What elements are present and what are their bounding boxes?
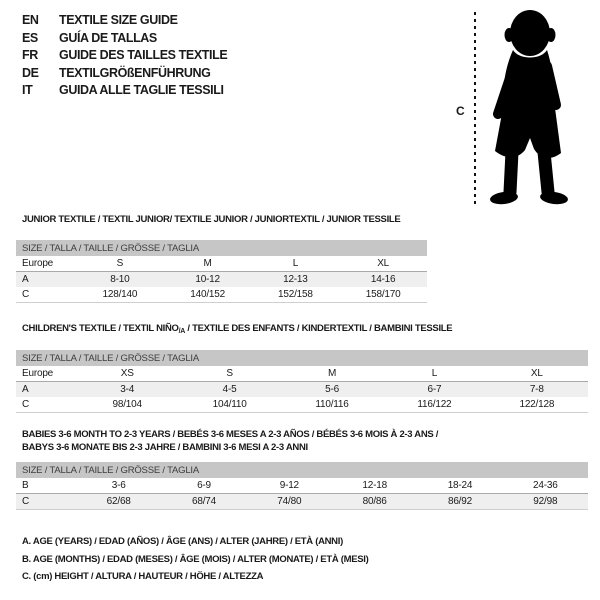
size-header-bar bbox=[16, 462, 588, 478]
size-header-label: SIZE / TALLA / TAILLE / GRÖSSE / TAGLIA bbox=[22, 352, 199, 364]
table-cell: 3-4 bbox=[120, 384, 135, 395]
table-row-height bbox=[16, 494, 588, 510]
language-row-en bbox=[22, 12, 227, 30]
title-line-1: BABIES 3-6 MONTH TO 2-3 YEARS / BEBÉS 3-6 MESES A 2-3 AÑOS / BÉBÉS 3-6 MOIS À 2-3 ANS / bbox=[22, 429, 439, 440]
table-cell: 122/128 bbox=[519, 399, 555, 410]
height-measure-dotted-line bbox=[474, 12, 476, 206]
children-textile-table bbox=[16, 322, 588, 413]
table-cell: 98/104 bbox=[112, 399, 142, 410]
table-cell: 4-5 bbox=[222, 384, 237, 395]
language-row-fr bbox=[22, 47, 227, 65]
table-cell: 6-9 bbox=[197, 480, 211, 491]
table-cell: 158/170 bbox=[365, 289, 401, 300]
language-label: GUIDA ALLE TAGLIE TESSILI bbox=[59, 83, 224, 97]
measurement-notes bbox=[22, 533, 368, 586]
note-height-cm: C. (cm) HEIGHT / ALTURA / HAUTEUR / HÖHE / ALTEZZA bbox=[22, 571, 264, 582]
table-cell: M bbox=[327, 368, 337, 379]
title-text: CHILDREN'S TEXTILE / TEXTIL NIÑO bbox=[22, 323, 179, 334]
table-cell: 8-10 bbox=[110, 274, 130, 285]
table-cell: 62/68 bbox=[106, 496, 131, 507]
table-cell: 104/110 bbox=[212, 399, 247, 410]
junior-textile-table bbox=[16, 213, 427, 303]
table-cell: 9-12 bbox=[279, 480, 299, 491]
table-row-age bbox=[16, 272, 427, 287]
title-text: / TEXTILE DES ENFANTS / KINDERTEXTIL / BAMBINI TESSILE bbox=[185, 323, 453, 334]
title-line-2: BABYS 3-6 MONATE BIS 2-3 JAHRE / BAMBINI 3-6 MESI A 2-3 ANNI bbox=[22, 442, 308, 453]
babies-table-title bbox=[16, 428, 588, 454]
height-measure-label: C bbox=[456, 104, 465, 118]
table-cell: 10-12 bbox=[195, 274, 220, 285]
size-header-bar bbox=[16, 350, 588, 366]
table-row-height bbox=[16, 287, 427, 303]
language-label: GUÍA DE TALLAS bbox=[59, 30, 157, 45]
row-label: B bbox=[22, 480, 29, 491]
language-row-it bbox=[22, 82, 227, 100]
note-age-years: A. AGE (YEARS) / EDAD (AÑOS) / ÂGE (ANS) / ALTER (JAHRE) / ETÀ (ANNI) bbox=[22, 536, 343, 547]
table-cell: L bbox=[431, 368, 438, 379]
title-subscript: /A bbox=[178, 328, 186, 335]
language-code: FR bbox=[22, 48, 38, 62]
table-row-age-months bbox=[16, 478, 588, 494]
row-label: C bbox=[22, 289, 30, 300]
row-label: C bbox=[22, 496, 30, 507]
table-row-europe bbox=[16, 366, 588, 382]
table-cell: L bbox=[292, 258, 299, 269]
table-cell: S bbox=[116, 258, 124, 269]
language-list bbox=[22, 12, 227, 100]
table-cell: S bbox=[226, 368, 233, 379]
table-cell: 152/158 bbox=[278, 289, 313, 300]
row-label: Europe bbox=[22, 258, 54, 269]
language-label: TEXTILGRÖßENFÜHRUNG bbox=[59, 65, 211, 80]
note-age-months: B. AGE (MONTHS) / EDAD (MESES) / ÂGE (MOIS) / ALTER (MONATE) / ETÀ (MESI) bbox=[22, 553, 369, 565]
language-label: TEXTILE SIZE GUIDE bbox=[59, 13, 178, 27]
table-cell: XL bbox=[377, 258, 390, 269]
table-cell: 140/152 bbox=[190, 289, 225, 300]
row-label: A bbox=[22, 384, 29, 395]
language-row-de bbox=[22, 65, 227, 83]
table-cell: 12-18 bbox=[362, 480, 387, 491]
row-label: A bbox=[22, 274, 29, 285]
table-cell: 18-24 bbox=[447, 480, 473, 491]
table-row-europe bbox=[16, 256, 427, 272]
language-code: DE bbox=[22, 65, 39, 80]
table-cell: 6-7 bbox=[427, 384, 442, 395]
table-cell: 68/74 bbox=[191, 496, 216, 507]
language-code: ES bbox=[22, 30, 38, 45]
table-cell: 128/140 bbox=[102, 289, 138, 300]
language-row-es bbox=[22, 30, 227, 48]
table-cell: 86/92 bbox=[447, 496, 472, 507]
table-cell: 24-36 bbox=[533, 480, 558, 491]
table-cell: 110/116 bbox=[315, 399, 349, 410]
row-label: Europe bbox=[22, 368, 54, 379]
language-code: EN bbox=[22, 13, 39, 27]
table-cell: 3-6 bbox=[111, 480, 126, 491]
table-cell: 116/122 bbox=[417, 399, 452, 410]
children-table-title bbox=[16, 322, 588, 338]
size-header-label: SIZE / TALLA / TAILLE / GRÖSSE / TAGLIA bbox=[22, 464, 199, 476]
table-row-height bbox=[16, 397, 588, 413]
babies-textile-table bbox=[16, 428, 588, 510]
table-row-age bbox=[16, 382, 588, 397]
table-cell: M bbox=[203, 258, 212, 269]
table-cell: 5-6 bbox=[325, 384, 339, 395]
language-label: GUIDE DES TAILLES TEXTILE bbox=[59, 48, 228, 62]
table-cell: XL bbox=[530, 368, 543, 379]
table-cell: 7-8 bbox=[529, 384, 544, 395]
table-cell: 74/80 bbox=[277, 496, 302, 507]
language-code: IT bbox=[22, 83, 33, 97]
table-cell: 92/98 bbox=[533, 496, 558, 507]
row-label: C bbox=[22, 399, 30, 410]
table-cell: XS bbox=[120, 368, 134, 379]
table-cell: 80/86 bbox=[362, 496, 387, 507]
size-header-label: SIZE / TALLA / TAILLE / GRÖSSE / TAGLIA bbox=[22, 242, 199, 254]
table-cell: 12-13 bbox=[283, 274, 308, 285]
junior-table-title: JUNIOR TEXTILE / TEXTIL JUNIOR/ TEXTILE JUNIOR / JUNIORTEXTIL / JUNIOR TESSILE bbox=[22, 214, 401, 225]
size-header-bar bbox=[16, 240, 427, 256]
table-cell: 14-16 bbox=[370, 274, 396, 285]
baby-silhouette-icon bbox=[484, 8, 572, 208]
